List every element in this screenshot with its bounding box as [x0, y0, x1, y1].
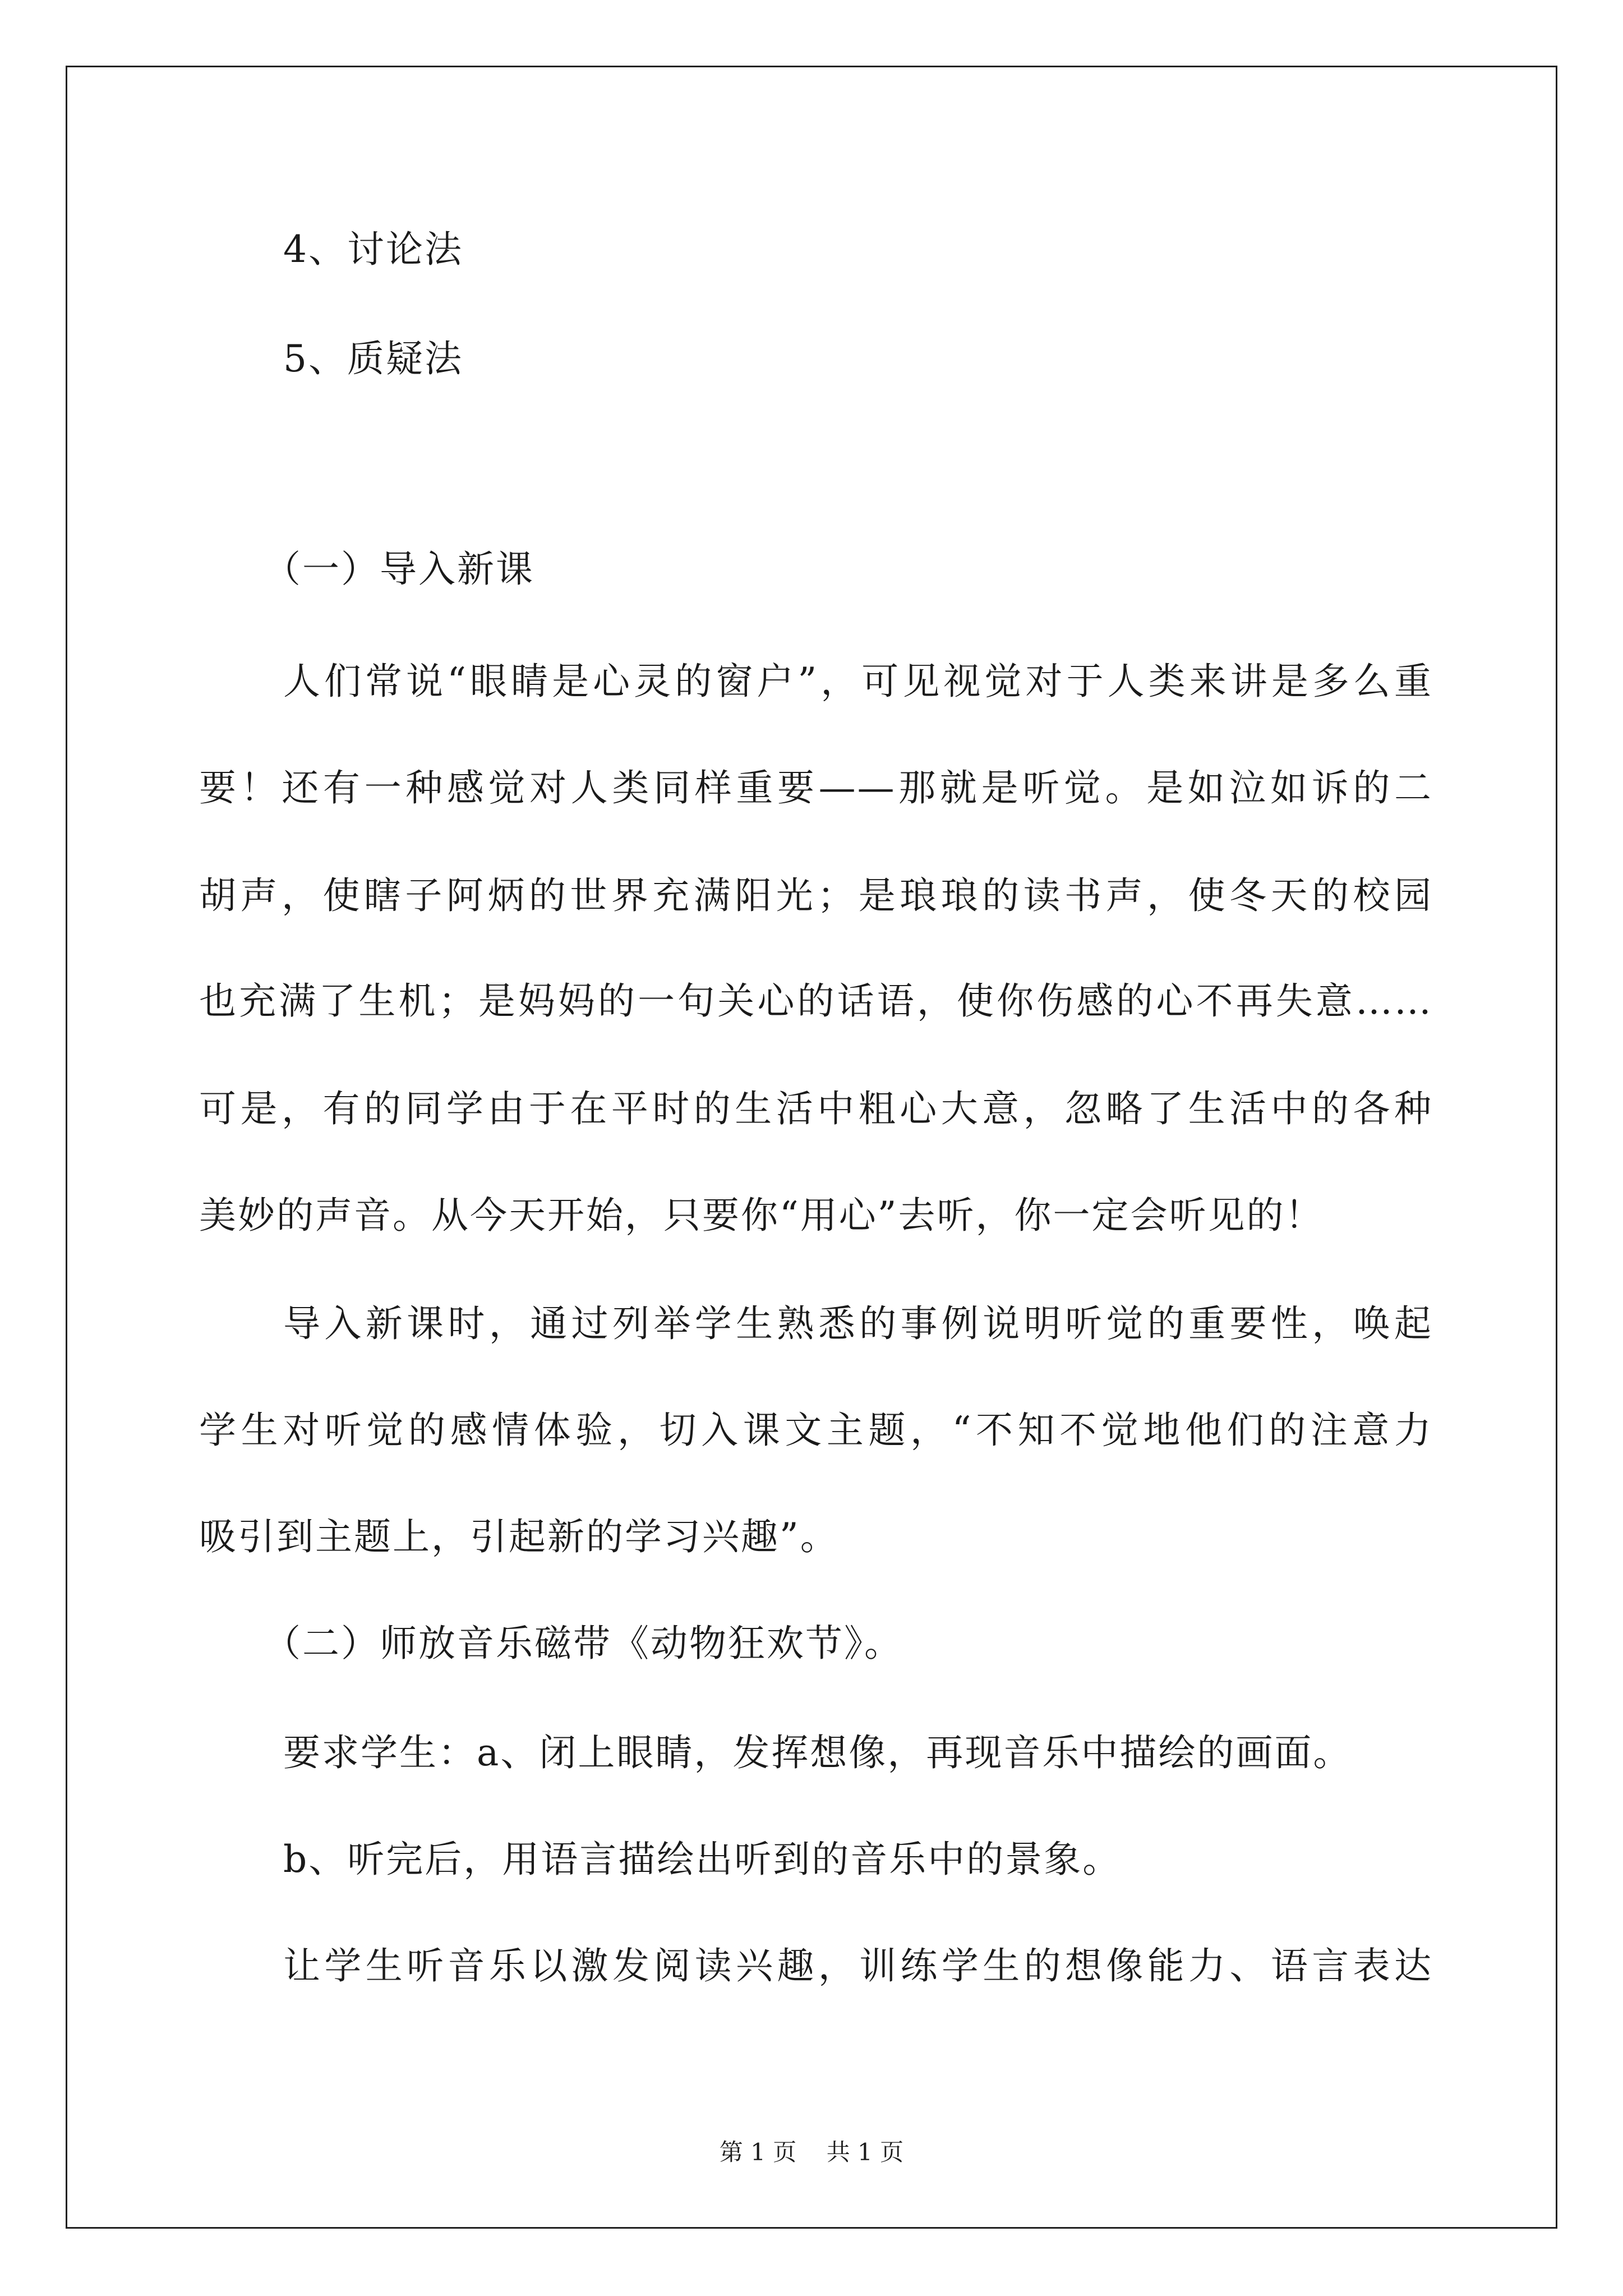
requirement-b: b、听完后，用语言描绘出听到的音乐中的景象。 — [283, 1838, 1122, 1881]
list-item-questioning: 5、质疑法 — [283, 337, 463, 380]
paragraph-line: 美妙的声音。从今天开始，只要你“用心”去听，你一定会听见的！ — [199, 1194, 1324, 1237]
page-footer: 第 1 页 共 1 页 — [719, 2138, 904, 2166]
paragraph-line: 可是，有的同学由于在平时的生活中粗心大意，忽略了生活中的各种 — [199, 1087, 1433, 1130]
paragraph-line: 吸引到主题上，引起新的学习兴趣”。 — [199, 1515, 839, 1558]
list-item-discussion: 4、讨论法 — [283, 228, 463, 271]
section-heading-intro: （一）导入新课 — [264, 547, 534, 591]
paragraph-line: 让学生听音乐以激发阅读兴趣，训练学生的想像能力、语言表达 — [283, 1944, 1433, 1987]
requirement-a: 要求学生：a、闭上眼睛，发挥想像，再现音乐中描绘的画面。 — [283, 1731, 1352, 1774]
paragraph-line: 导入新课时，通过列举学生熟悉的事例说明听觉的重要性，唤起 — [283, 1302, 1433, 1345]
page-border — [66, 66, 1557, 2229]
section-heading-music: （二）师放音乐磁带《动物狂欢节》。 — [264, 1622, 903, 1665]
paragraph-line: 要！还有一种感觉对人类同样重要——那就是听觉。是如泣如诉的二 — [199, 766, 1433, 809]
paragraph-line: 学生对听觉的感情体验，切入课文主题，“不知不觉地他们的注意力 — [199, 1409, 1433, 1452]
paragraph-line: 也充满了生机；是妈妈的一句关心的话语，使你伤感的心不再失意…… — [199, 979, 1433, 1023]
paragraph-line: 人们常说“眼睛是心灵的窗户”，可见视觉对于人类来讲是多么重 — [283, 660, 1433, 703]
paragraph-line: 胡声，使瞎子阿炳的世界充满阳光；是琅琅的读书声，使冬天的校园 — [199, 874, 1433, 917]
